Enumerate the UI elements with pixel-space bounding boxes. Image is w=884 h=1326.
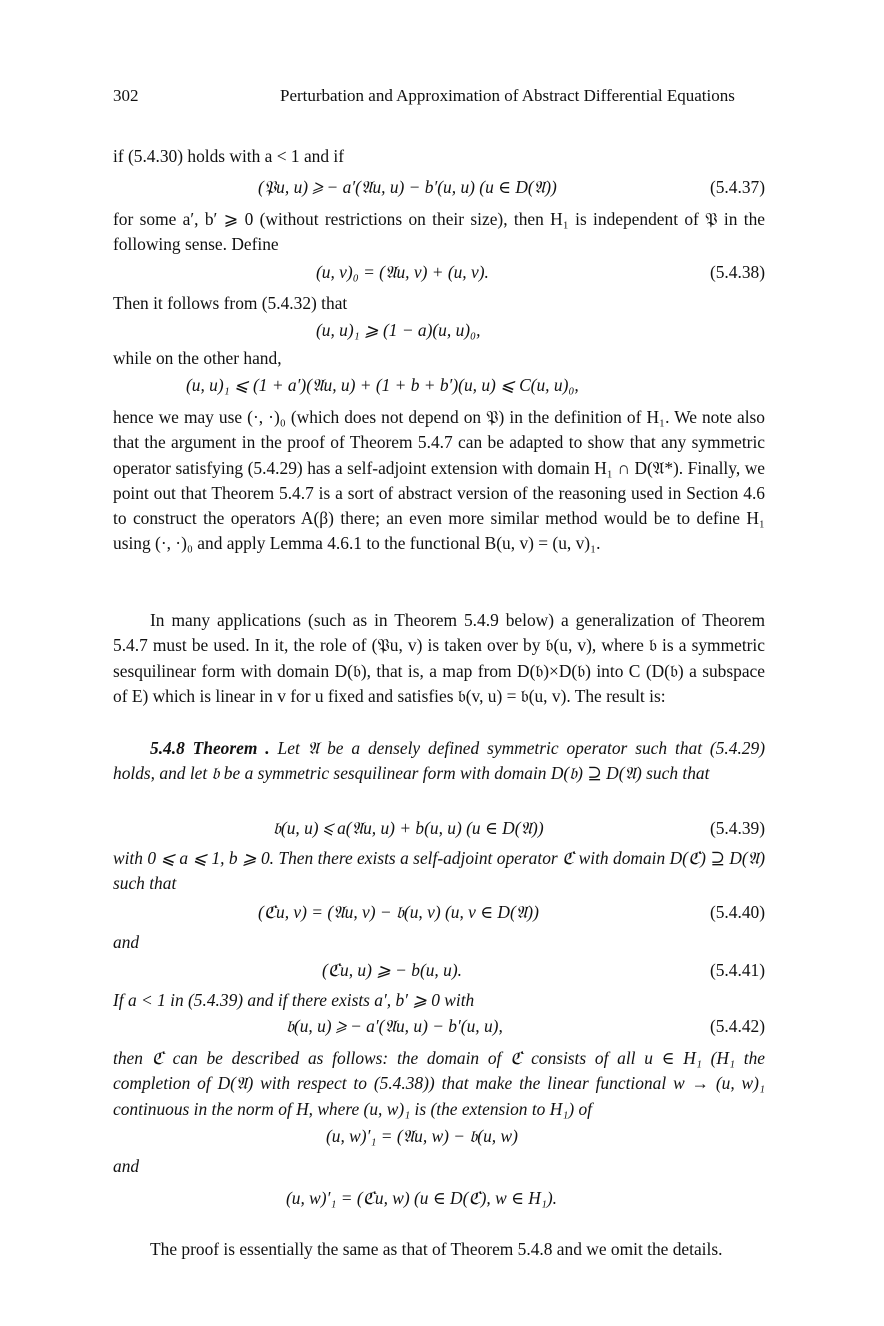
equation-number: (5.4.38) [709, 262, 765, 282]
paragraph: The proof is essentially the same as that of Theorem 5.4.8 and we omit the details. [150, 1239, 723, 1259]
equation-5-4-38: (u, v)₀ = (𝔄u, v) + (u, v). [316, 262, 489, 282]
equation-inequality-upper: (u, u)₁ ⩽ (1 + a′)(𝔄u, u) + (1 + b + b′)(u, u) ⩽ C(u, u)₀, [186, 375, 579, 395]
paragraph: hence we may use (·, ·)₀ (which does not depend on 𝔓) in the definition of H₁. We note also that the argument in the proof of Theorem 5.4.7 can be adapted to show that any symmetric operator satisfying (5.4.29) has a self-adjoint extension with domain H₁ ∩ D(𝔄*). Finally, we point out that Theorem 5.4.7 is a sort of abstract version of the reasoning used in Section 4.6 to construct the operators A(β) there; an even more similar method would be to define H₁ using (·, ·)₀ and apply Lemma 4.6.1 to the functional B(u, v) = (u, v)₁. [113, 407, 765, 554]
equation-domain: (u, w)′₁ = (ℭu, w) (u ∈ D(ℭ), w ∈ H₁). [286, 1188, 558, 1208]
connective: and [113, 932, 140, 952]
equation-5-4-42: 𝔟(u, u) ⩾ − a′(𝔄u, u) − b′(u, u), [286, 1016, 503, 1036]
equation-5-4-37: (𝔓u, u) ⩾ − a′(𝔄u, u) − b′(u, u) (u ∈ D(𝔄)) [258, 177, 557, 197]
text-line: if (5.4.30) holds with a < 1 and if [113, 146, 345, 166]
equation-number: (5.4.42) [709, 1016, 765, 1036]
text-line: Then it follows from (5.4.32) that [113, 293, 348, 313]
equation-number: (5.4.40) [709, 902, 765, 922]
equation-number: (5.4.41) [709, 960, 765, 980]
paragraph: In many applications (such as in Theorem 5.4.9 below) a generalization of Theorem 5.4.7 must be used. In it, the role of (𝔓u, v) is taken over by 𝔟(u, v), where 𝔟 is a symmetric sesquilinear form with domain D(𝔟), that is, a map from D(𝔟)×D(𝔟) into C (D(𝔟) a subspace of E) which is linear in v for u fixed and satisfies 𝔟(v, u) = 𝔟(u, v). The result is: [113, 610, 765, 706]
connective: and [113, 1156, 140, 1176]
text-line: while on the other hand, [113, 348, 282, 368]
theorem-statement: Let 𝔄 be a densely defined symmetric operator such that (5.4.29) holds, and let 𝔟 be a symmetric sesquilinear form with domain D(𝔟) ⊇ D(𝔄) such that [113, 738, 765, 784]
running-title: Perturbation and Approximation of Abstract Differential Equations [280, 86, 735, 105]
theorem-label: 5.4.8 Theorem . [150, 738, 270, 758]
theorem-statement: with 0 ⩽ a ⩽ 1, b ⩾ 0. Then there exists a self-adjoint operator ℭ with domain D(ℭ) ⊇ D(𝔄) such that [113, 848, 765, 894]
theorem-5-4-8 [113, 736, 765, 787]
equation-inequality-lower: (u, u)₁ ⩾ (1 − a)(u, u)₀, [316, 320, 481, 340]
paragraph: for some a′, b′ ⩾ 0 (without restrictions on their size), then H₁ is independent of 𝔓 in the following sense. Define [113, 209, 765, 255]
theorem-statement: If a < 1 in (5.4.39) and if there exists a′, b′ ⩾ 0 with [113, 990, 475, 1010]
equation-5-4-41: (ℭu, u) ⩾ − b(u, u). [322, 960, 462, 980]
equation-5-4-40: (ℭu, v) = (𝔄u, v) − 𝔟(u, v) (u, v ∈ D(𝔄)) [258, 902, 539, 922]
theorem-statement: then ℭ can be described as follows: the domain of ℭ consists of all u ∈ H₁ (H₁ the completion of D(𝔄) with respect to (5.4.38)) that make the linear functional w → (u, w)₁ continuous in the norm of H, where (u, w)₁ is (the extension to H₁) of [113, 1048, 765, 1119]
page-number: 302 [113, 86, 139, 105]
equation-inner-product: (u, w)′₁ = (𝔄u, w) − 𝔟(u, w) [326, 1126, 518, 1146]
equation-number: (5.4.37) [709, 177, 765, 197]
equation-number: (5.4.39) [709, 818, 765, 838]
equation-5-4-39: 𝔟(u, u) ⩽ a(𝔄u, u) + b(u, u) (u ∈ D(𝔄)) [273, 818, 544, 838]
